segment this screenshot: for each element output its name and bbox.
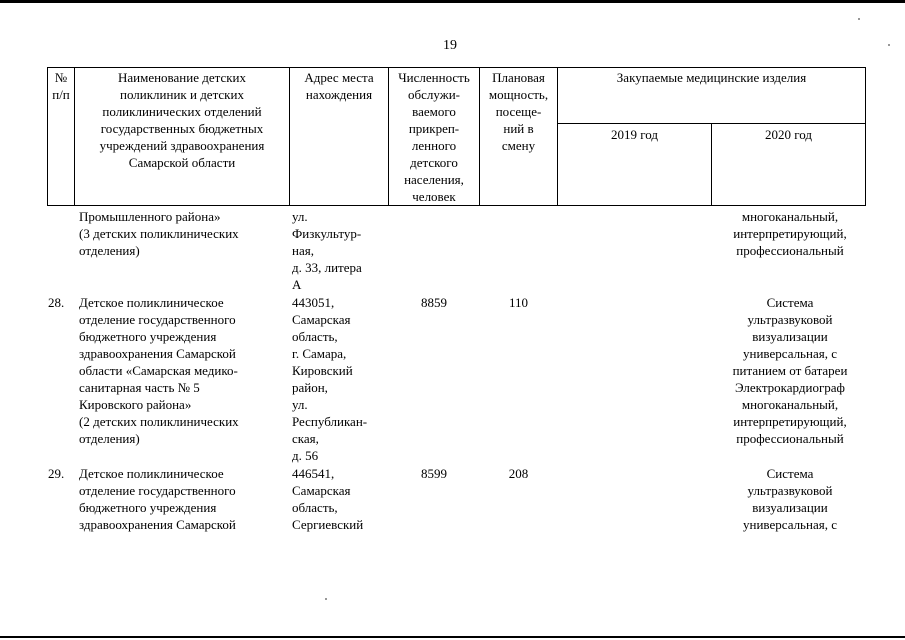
row-address: 446541, Самарская область, Сергиевский [292,466,364,532]
scan-speck [325,598,327,600]
row-capacity: 110 [508,295,529,310]
row-name: Детское поликлиническое отделение государственного бюджетного учреждения здравоохранения Самарской области «Самарская медико- санитарная часть № 5 Кировского района» (2 детских поликлинических отделения) [79,295,239,446]
header-bottom-line [47,205,866,206]
header-devices: Закупаемые медицинские изделия [616,70,807,85]
row-address: ул. Физкультур- ная, д. 33, литера А [292,209,362,292]
row-devices-2020: многоканальный, интерпретирующий, профессиональный [733,209,847,258]
row-devices-2020: Система ультразвуковой визуализации универсальная, с питанием от батареи Электрокардиограф многоканальный, интерпретирующий, профессиональный [732,295,848,446]
header-vline [865,67,866,206]
row-number: 29. [48,466,65,481]
row-devices-2020: Система ультразвуковой визуализации универсальная, с [743,466,837,532]
row-address: 443051, Самарская область, г. Самара, Кировский район, ул. Республикан- ская, д. 56 [292,295,368,463]
row-name: Детское поликлиническое отделение государственного бюджетного учреждения здравоохранения Самарской [79,466,236,532]
header-top-line [47,67,866,68]
header-capacity: Плановая мощность, посеще- ний в смену [488,70,549,153]
row-population: 8859 [421,295,447,310]
top-scan-border [0,0,905,3]
header-population: Численность обслужи- ваемого прикреп- ленного детского населения, человек [398,70,470,204]
scan-speck [888,44,890,46]
row-number: 28. [48,295,65,310]
header-address: Адрес места нахождения [304,70,374,102]
header-number: № п/п [52,70,70,102]
row-population: 8599 [421,466,447,481]
header-2019: 2019 год [611,127,658,142]
header-2020: 2020 год [765,127,812,142]
row-name: Промышленного района» (3 детских поликлинических отделения) [79,209,239,258]
header-name: Наименование детских поликлиник и детских поликлинических отделений государственных бюджетных учреждений здравоохранения Самарской области [99,70,265,170]
scan-speck [858,18,860,20]
page-number: 19 [443,38,457,53]
row-capacity: 208 [508,466,529,481]
bottom-scan-border [0,636,905,638]
